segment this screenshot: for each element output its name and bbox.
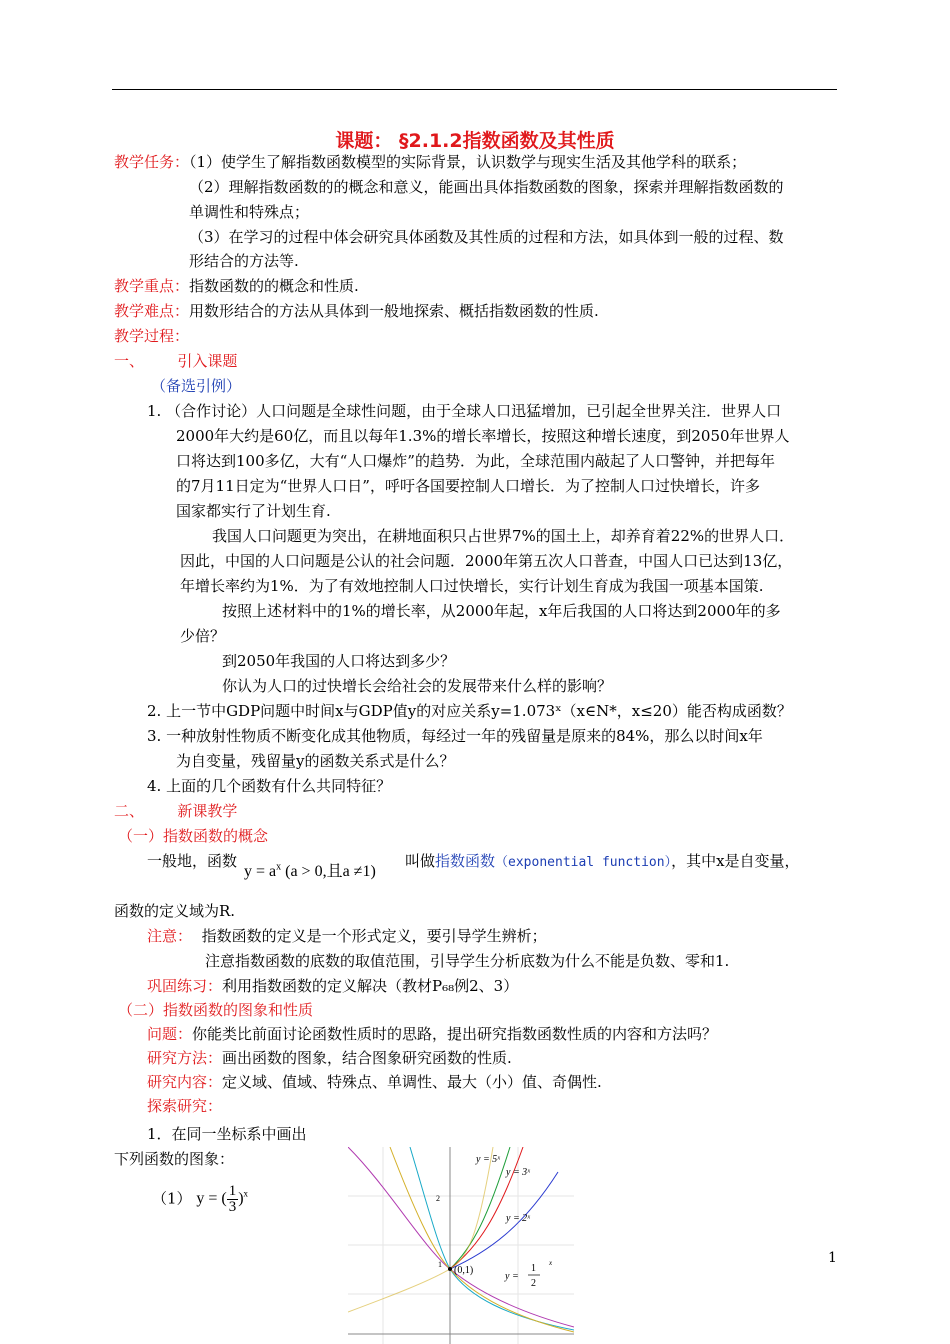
f-exp: x (243, 1189, 249, 1199)
formula-cond: (a > 0,且a ≠1) (285, 863, 376, 880)
example-1-line-5: 国家都实行了计划生育. (176, 502, 331, 520)
note-line-1 (147, 926, 547, 946)
example-1-line-4: 的7月11日定为“世界人口日”，呼吁各国要控制人口增长．为了控制人口过快增长，许多 (176, 477, 760, 495)
example-4-line: 4. 上面的几个函数有什么共同特征？ (147, 777, 392, 795)
curve-half-x (348, 1147, 574, 1327)
text: 指数函数的的概念和性质. (189, 277, 359, 295)
page-title: 课题： §2.1.2指数函数及其性质 (335, 130, 615, 152)
key-point-line (114, 276, 359, 296)
explore-function-1 (152, 1184, 248, 1215)
curve-third-x (390, 1147, 574, 1332)
example-1-line-10: 少倍？ (180, 627, 226, 645)
curve-5x (450, 1147, 510, 1269)
text-2: ，其中x是自变量， (671, 852, 800, 870)
tick-2: 2 (436, 1194, 440, 1203)
label-half-exp: x (549, 1259, 553, 1267)
denominator: 3 (228, 1199, 237, 1216)
example-1-line-11: 到2050年我国的人口将达到多少？ (222, 652, 456, 670)
content-line (147, 1072, 602, 1092)
fraction (227, 1184, 239, 1215)
practice-line (147, 976, 518, 996)
label-half-den: 2 (531, 1278, 536, 1289)
example-1-line-9: 按照上述材料中的1%的增长率，从2000年起，x年后我国的人口将达到2000年的多 (222, 602, 781, 620)
label: 研究内容： (147, 1073, 223, 1091)
exponential-graph (348, 1147, 574, 1344)
numerator: 1 (228, 1183, 237, 1200)
task-line-2 (189, 177, 784, 197)
subsection-2-heading: （二）指数函数的图象和性质 (118, 1001, 314, 1019)
example-3-line-1: 3. 一种放射性物质不断变化成其他物质，每经过一年的残留量是原来的84%，那么以时间x年 (147, 727, 763, 745)
text: （2）理解指数函数的的概念和意义，能画出具体指数函数的图象，探索并理解指数函数的 (189, 178, 784, 196)
curve-3x (450, 1147, 523, 1269)
point-0-1 (448, 1267, 452, 1271)
tick-1: 1 (438, 1260, 442, 1269)
text: 利用指数函数的定义解决（教材P₆₈例2、3） (222, 977, 519, 995)
text: （1） (152, 1189, 192, 1208)
label-2x: y = 2ˣ (506, 1213, 531, 1224)
process-heading: 教学过程： (114, 327, 190, 345)
example-1-line-8: 年增长率约为1%．为了有效地控制人口过快增长，实行计划生育成为我国一项基本国策. (180, 577, 764, 595)
top-rule (112, 89, 837, 90)
text: 用数形结合的方法从具体到一般地探索、概括指数函数的性质. (189, 302, 599, 320)
section-2-heading: 二、 新课教学 (114, 802, 238, 820)
label-point: (0,1) (454, 1265, 474, 1276)
text: 画出函数的图象，结合图象研究函数的性质. (222, 1049, 512, 1067)
example-2-line: 2. 上一节中GDP问题中时间x与GDP值y的对应关系y=1.073ˣ（x∈N*，x≤20）能否构成函数？ (147, 702, 792, 720)
section-1-heading: 一、 引入课题 (114, 352, 238, 370)
label-3x: y = 3ˣ (506, 1167, 531, 1178)
task-line-4 (189, 227, 784, 247)
example-1-line-7: 因此，中国的人口问题是公认的社会问题．2000年第五次人口普查，中国人口已达到13亿， (180, 552, 793, 570)
label: 问题： (147, 1025, 193, 1043)
text: 你能类比前面讨论函数性质时的思路，提出研究指数函数性质的内容和方法吗？ (192, 1025, 718, 1043)
example-3-line-2: 为自变量，残留量y的函数关系式是什么？ (176, 752, 455, 770)
curve-fifth-x (410, 1147, 574, 1330)
method-line (147, 1048, 512, 1068)
text: 指数函数的定义是一个形式定义，要引导学生辨析； (201, 927, 547, 945)
definition-formula (244, 858, 376, 881)
explore-item-1b: 下列函数的图象： (114, 1150, 235, 1168)
example-1-line-1: 1. （合作讨论）人口问题是全球性问题，由于全球人口迅猛增加，已引起全世界关注．世界人口 (147, 402, 782, 420)
note-line-2: 注意指数函数的底数的取值范围，引导学生分析底数为什么不能是负数、零和1. (205, 952, 730, 970)
f-rhs: ) (238, 1190, 244, 1208)
example-1-line-6: 我国人口问题更为突出，在耕地面积只占世界7%的国土上，却养育着22%的世界人口． (212, 527, 795, 545)
question-line (147, 1024, 717, 1044)
f-lhs: y = ( (196, 1190, 227, 1208)
subsection-1-heading: （一）指数函数的概念 (118, 827, 269, 845)
page-number: 1 (828, 1250, 837, 1266)
label: 巩固练习： (147, 977, 223, 995)
text: 叫做 (405, 852, 436, 870)
definition-rest (405, 851, 800, 873)
label: 教学难点： (114, 302, 190, 320)
text: 单调性和特殊点； (189, 203, 310, 221)
explore-item-1a: 1．在同一坐标系中画出 (147, 1125, 307, 1143)
difficulty-line (114, 301, 599, 321)
label-5x: y = 5ˣ (476, 1154, 501, 1165)
text: 形结合的方法等. (189, 252, 299, 270)
label: 教学重点： (114, 277, 190, 295)
label: 教学任务： (114, 153, 190, 171)
term: 指数函数 (435, 852, 496, 870)
text: （3）在学习的过程中体会研究具体函数及其性质的过程和方法，如具体到一般的过程、数 (189, 228, 784, 246)
formula-exp: x (276, 861, 282, 873)
definition-intro: 一般地，函数 (147, 852, 238, 870)
explore-heading: 探索研究： (147, 1097, 223, 1115)
formula-lhs: y = a (244, 863, 277, 880)
example-1-line-12: 你认为人口的过快增长会给社会的发展带来什么样的影响？ (222, 677, 613, 695)
example-1-line-3: 口将达到100多亿，大有“人口爆炸”的趋势．为此，全球范围内敲起了人口警钟，并把每年 (176, 452, 775, 470)
task-line-5 (189, 251, 299, 271)
domain-line: 函数的定义域为R. (114, 902, 236, 920)
task-line-3 (189, 202, 309, 222)
label: 注意： (147, 927, 193, 945)
example-1-line-2: 2000年大约是60亿，而且以每年1.3%的增长率增长，按照这种增长速度，到2050年世界人 (176, 427, 790, 445)
function-1-formula (196, 1183, 249, 1216)
text: 定义域、值域、特殊点、单调性、最大（小）值、奇偶性. (222, 1073, 602, 1091)
label: 研究方法： (147, 1049, 223, 1067)
text: （1）使学生了解指数函数模型的实际背景，认识数学与现实生活及其他学科的联系； (189, 153, 747, 171)
term-english: （exponential function） (495, 855, 672, 870)
optional-examples-heading: （备选引例） (151, 377, 242, 395)
label-half-num: 1 (531, 1263, 536, 1274)
label-half: y = (505, 1271, 519, 1282)
task-line-1 (114, 152, 746, 172)
